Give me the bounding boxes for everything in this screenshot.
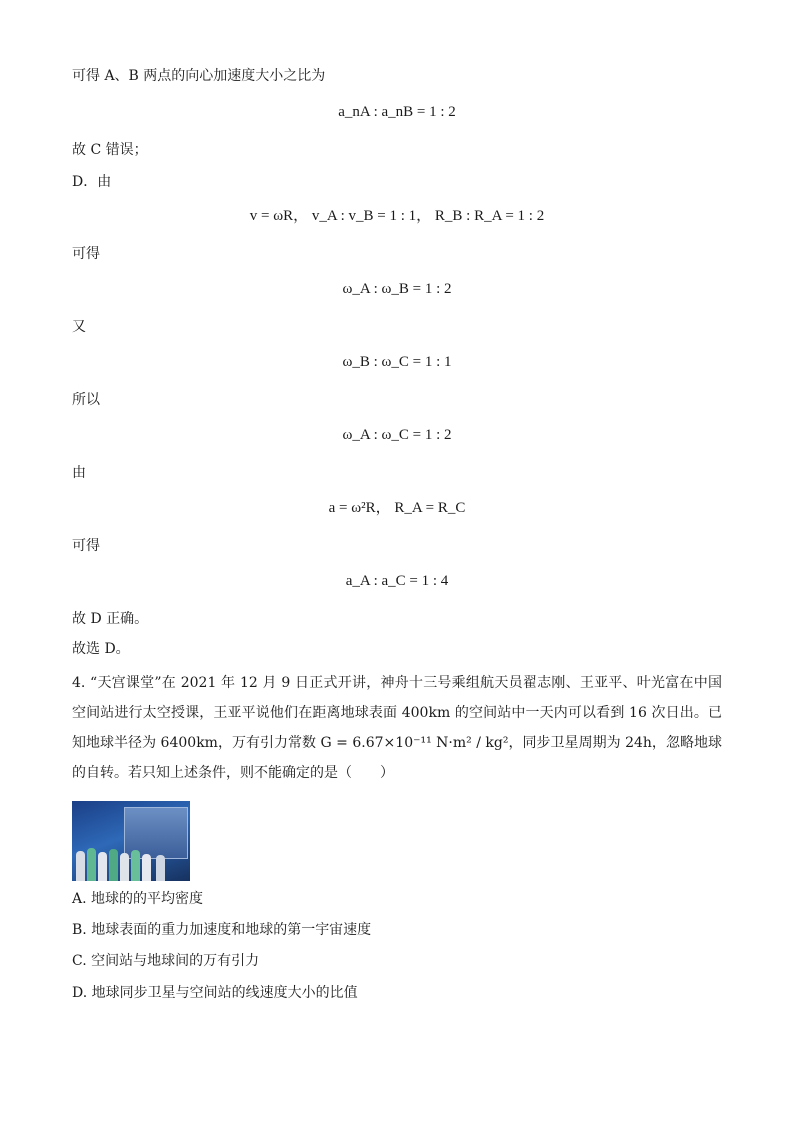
option-d: D. 地球同步卫星与空间站的线速度大小的比值 [72,985,358,1001]
equation: a_nA : a_nB = 1 : 2 [338,104,456,120]
equation: a_A : a_C = 1 : 4 [345,573,449,589]
solution-line: 所以 [72,392,100,408]
solution-line: 可得 A、B 两点的向心加速度大小之比为 [72,68,326,84]
option-a: A. 地球的的平均密度 [72,891,204,907]
question-stem: 4. “天宫课堂”在 2021 年 12 月 9 日正式开讲，神舟十三号乘组航天员翟志刚、王亚平、叶光富在中国空间站进行太空授课，王亚平说他们在距离地球表面 400km 的空间站中一天内可以看到 16 次日出。已知地球半径为 6400km，万有引力常数 G = 6.67×10⁻¹¹ N·m² / kg²，同步卫星周期为 24h，忽略地球的自转。若只知上述条件，则不能确定的是（ ） [72,675,722,781]
solution-line: 故 D 正确。 [72,611,149,627]
equation: ω_A : ω_C = 1 : 2 [342,427,452,443]
equation: a = ω²R， R_A = R_C [328,500,466,516]
option-c: C. 空间站与地球间的万有引力 [72,953,260,969]
photo-tiangong-classroom [72,801,190,881]
solution-line: 故选 D。 [72,641,130,657]
solution-line: 又 [72,319,86,335]
solution-line: 可得 [72,246,100,262]
option-b: B. 地球表面的重力加速度和地球的第一宇宙速度 [72,922,372,938]
solution-line: 由 [72,465,86,481]
equation: v = ωR， v_A : v_B = 1 : 1， R_B : R_A = 1 : 2 [249,208,545,224]
solution-line: 故 C 错误； [72,142,148,158]
solution-line: D．由 [72,174,112,190]
equation: ω_B : ω_C = 1 : 1 [342,354,452,370]
solution-line: 可得 [72,538,100,554]
equation: ω_A : ω_B = 1 : 2 [342,281,452,297]
